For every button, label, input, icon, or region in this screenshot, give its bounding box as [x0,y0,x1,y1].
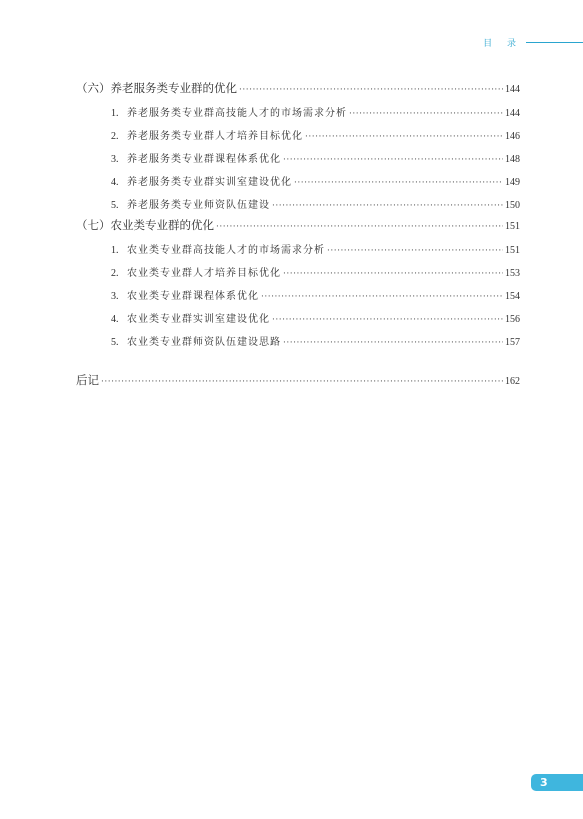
toc-entry-page: 149 [505,177,520,188]
toc-entry-page: 144 [505,108,520,119]
dot-leader [327,246,503,256]
header-rule [526,42,583,43]
dot-leader [283,155,503,165]
dot-leader [101,377,503,387]
toc-entry-7-2[interactable] [111,264,520,279]
toc-entry-text: 养老服务类专业师资队伍建设 [127,200,270,211]
toc-entry-text: 农业类专业群实训室建设优化 [127,314,270,325]
toc-entry-page: 153 [505,268,520,279]
toc-entry-title [111,150,281,165]
toc-entry-7-4[interactable] [111,310,520,325]
toc-entry-title [111,127,303,142]
toc-entry-title: （七）农业类专业群的优化 [76,218,214,232]
toc-entry-page: 150 [505,200,520,211]
toc-entry-title [111,264,281,279]
toc-entry-6-1[interactable] [111,104,520,119]
toc-entry-7-5[interactable] [111,333,520,348]
toc-entry-page: 148 [505,154,520,165]
dot-leader [283,269,503,279]
toc-entry-number: 4. [111,314,119,325]
toc-entry-7-1[interactable] [111,241,520,256]
dot-leader [272,315,503,325]
toc-entry-title: （六）养老服务类专业群的优化 [76,81,237,95]
toc-entry-number: 3. [111,154,119,165]
header-title: 目 录 [483,39,522,49]
toc-entry-title [111,173,292,188]
toc-entry-number: 4. [111,177,119,188]
toc-entry-text: 养老服务类专业群实训室建设优化 [127,177,292,188]
running-header [483,36,583,49]
dot-leader [272,201,503,211]
toc-entry-afterword[interactable] [76,372,520,388]
toc-entry-number: 1. [111,245,119,256]
toc-entry-page: 156 [505,314,520,325]
page-number-badge [531,774,583,791]
toc-entry-page: 151 [505,245,520,256]
toc-entry-6-2[interactable] [111,127,520,142]
toc-entry-section-7[interactable] [76,217,520,233]
dot-leader [305,132,503,142]
toc-entry-page: 144 [505,84,520,95]
toc-entry-text: 农业类专业群高技能人才的市场需求分析 [127,245,325,256]
toc-entry-number: 5. [111,200,119,211]
toc-entry-6-5[interactable] [111,196,520,211]
dot-leader [216,222,503,232]
dot-leader [239,85,503,95]
dot-leader [283,338,503,348]
toc-entry-title: 后记 [76,373,99,387]
toc-entry-page: 154 [505,291,520,302]
toc-entry-title [111,104,347,119]
toc-entry-7-3[interactable] [111,287,520,302]
toc-entry-text: 农业类专业群师资队伍建设思路 [127,337,281,348]
page-number: 3 [540,776,548,789]
toc-entry-title [111,287,259,302]
toc-entry-page: 151 [505,221,520,232]
toc-entry-number: 5. [111,337,119,348]
toc-entry-6-3[interactable] [111,150,520,165]
toc-entry-text: 养老服务类专业群人才培养目标优化 [127,131,303,142]
toc-entry-number: 2. [111,268,119,279]
toc-entry-text: 养老服务类专业群课程体系优化 [127,154,281,165]
toc-entry-text: 农业类专业群课程体系优化 [127,291,259,302]
toc-entry-page: 162 [505,376,520,387]
toc-entry-title [111,196,270,211]
toc-entry-number: 2. [111,131,119,142]
toc-entry-title [111,310,270,325]
toc-entry-section-6[interactable] [76,80,520,96]
dot-leader [294,178,503,188]
toc-entry-title [111,333,281,348]
toc-entry-number: 1. [111,108,119,119]
toc-entry-number: 3. [111,291,119,302]
toc-entry-page: 157 [505,337,520,348]
toc-entry-6-4[interactable] [111,173,520,188]
dot-leader [261,292,503,302]
dot-leader [349,109,503,119]
toc-entry-text: 农业类专业群人才培养目标优化 [127,268,281,279]
toc-entry-title [111,241,325,256]
toc-entry-text: 养老服务类专业群高技能人才的市场需求分析 [127,108,347,119]
toc-entry-page: 146 [505,131,520,142]
